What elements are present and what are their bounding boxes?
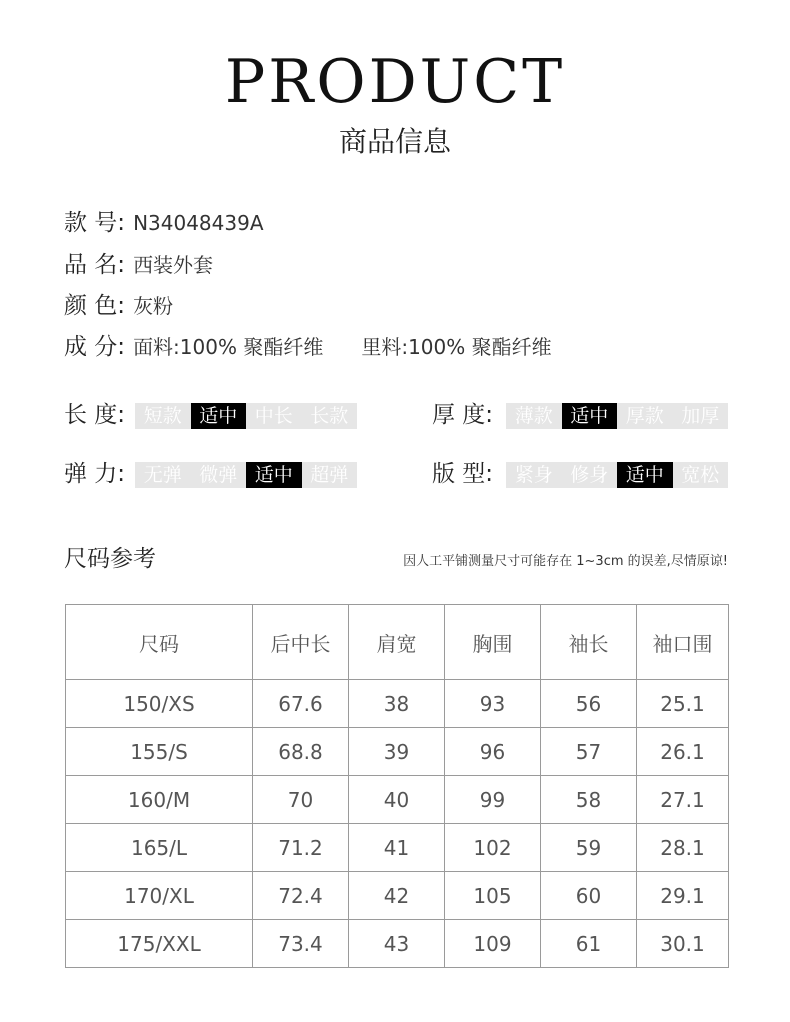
column-header: 胸围 xyxy=(445,605,541,680)
table-cell: 56 xyxy=(541,680,637,728)
table-cell: 41 xyxy=(349,824,445,872)
elasticity-option: 微弹 xyxy=(199,464,238,486)
table-cell: 160/M xyxy=(66,776,253,824)
info-style-no xyxy=(64,208,264,238)
length-label: 长 度: xyxy=(64,402,126,428)
table-row xyxy=(66,728,729,776)
table-cell: 175/XXL xyxy=(66,920,253,968)
table-cell: 59 xyxy=(541,824,637,872)
table-row xyxy=(66,824,729,872)
fit-option: 紧身 xyxy=(514,464,553,486)
table-cell: 71.2 xyxy=(253,824,349,872)
elasticity-label: 弹 力: xyxy=(64,461,126,487)
table-row xyxy=(66,680,729,728)
table-cell: 42 xyxy=(349,872,445,920)
style-no-label: 款 号: xyxy=(64,210,126,236)
size-table xyxy=(65,604,729,968)
length-scale xyxy=(135,403,357,429)
elasticity-option: 无弹 xyxy=(143,464,182,486)
table-row xyxy=(66,872,729,920)
composition-label: 成 分: xyxy=(64,334,126,360)
table-cell: 58 xyxy=(541,776,637,824)
table-cell: 60 xyxy=(541,872,637,920)
table-cell: 25.1 xyxy=(637,680,729,728)
table-cell: 72.4 xyxy=(253,872,349,920)
size-chart-title: 尺码参考 xyxy=(64,546,156,572)
thickness-option: 适中 xyxy=(562,403,618,429)
table-cell: 43 xyxy=(349,920,445,968)
fit-option: 适中 xyxy=(617,462,673,488)
elasticity-option: 超弹 xyxy=(310,464,349,486)
info-composition xyxy=(64,332,552,362)
thickness-option: 加厚 xyxy=(681,405,720,427)
table-cell: 165/L xyxy=(66,824,253,872)
fit-scale xyxy=(506,462,728,488)
table-cell: 28.1 xyxy=(637,824,729,872)
table-cell: 73.4 xyxy=(253,920,349,968)
table-cell: 109 xyxy=(445,920,541,968)
info-name xyxy=(64,250,213,280)
thickness-option: 厚款 xyxy=(625,405,664,427)
table-cell: 150/XS xyxy=(66,680,253,728)
page-subtitle: 商品信息 xyxy=(338,125,451,158)
length-option: 适中 xyxy=(191,403,247,429)
thickness-label: 厚 度: xyxy=(432,402,494,428)
column-header: 肩宽 xyxy=(349,605,445,680)
table-cell: 67.6 xyxy=(253,680,349,728)
table-cell: 29.1 xyxy=(637,872,729,920)
elasticity-scale xyxy=(135,462,357,488)
column-header: 后中长 xyxy=(253,605,349,680)
table-cell: 68.8 xyxy=(253,728,349,776)
table-cell: 99 xyxy=(445,776,541,824)
page-title: PRODUCT xyxy=(224,47,566,117)
table-row xyxy=(66,920,729,968)
table-cell: 93 xyxy=(445,680,541,728)
table-cell: 102 xyxy=(445,824,541,872)
composition-shell-value: 面料:100% 聚酯纤维 xyxy=(133,335,324,359)
size-chart-note: 因人工平铺测量尺寸可能存在 1~3cm 的误差,尽情原谅! xyxy=(403,554,728,569)
length-option: 长款 xyxy=(310,405,349,427)
table-cell: 57 xyxy=(541,728,637,776)
color-value: 灰粉 xyxy=(133,294,174,318)
table-cell: 155/S xyxy=(66,728,253,776)
table-cell: 170/XL xyxy=(66,872,253,920)
table-cell: 40 xyxy=(349,776,445,824)
table-cell: 39 xyxy=(349,728,445,776)
composition-lining-value: 里料:100% 聚酯纤维 xyxy=(361,335,552,359)
fit-option: 修身 xyxy=(570,464,609,486)
length-option: 中长 xyxy=(254,405,293,427)
name-value: 西装外套 xyxy=(133,253,214,277)
column-header: 袖口围 xyxy=(637,605,729,680)
fit-option: 宽松 xyxy=(681,464,720,486)
size-table-header-row xyxy=(66,605,729,680)
table-cell: 30.1 xyxy=(637,920,729,968)
info-color xyxy=(64,291,173,321)
elasticity-option: 适中 xyxy=(246,462,302,488)
table-row xyxy=(66,776,729,824)
table-cell: 61 xyxy=(541,920,637,968)
color-label: 颜 色: xyxy=(64,293,126,319)
thickness-option: 薄款 xyxy=(514,405,553,427)
column-header: 袖长 xyxy=(541,605,637,680)
table-cell: 70 xyxy=(253,776,349,824)
thickness-scale xyxy=(506,403,728,429)
length-option: 短款 xyxy=(143,405,182,427)
table-cell: 27.1 xyxy=(637,776,729,824)
name-label: 品 名: xyxy=(64,252,126,278)
style-no-value: N34048439A xyxy=(133,211,264,235)
table-cell: 38 xyxy=(349,680,445,728)
table-cell: 105 xyxy=(445,872,541,920)
table-cell: 26.1 xyxy=(637,728,729,776)
column-header: 尺码 xyxy=(66,605,253,680)
fit-label: 版 型: xyxy=(432,461,494,487)
table-cell: 96 xyxy=(445,728,541,776)
